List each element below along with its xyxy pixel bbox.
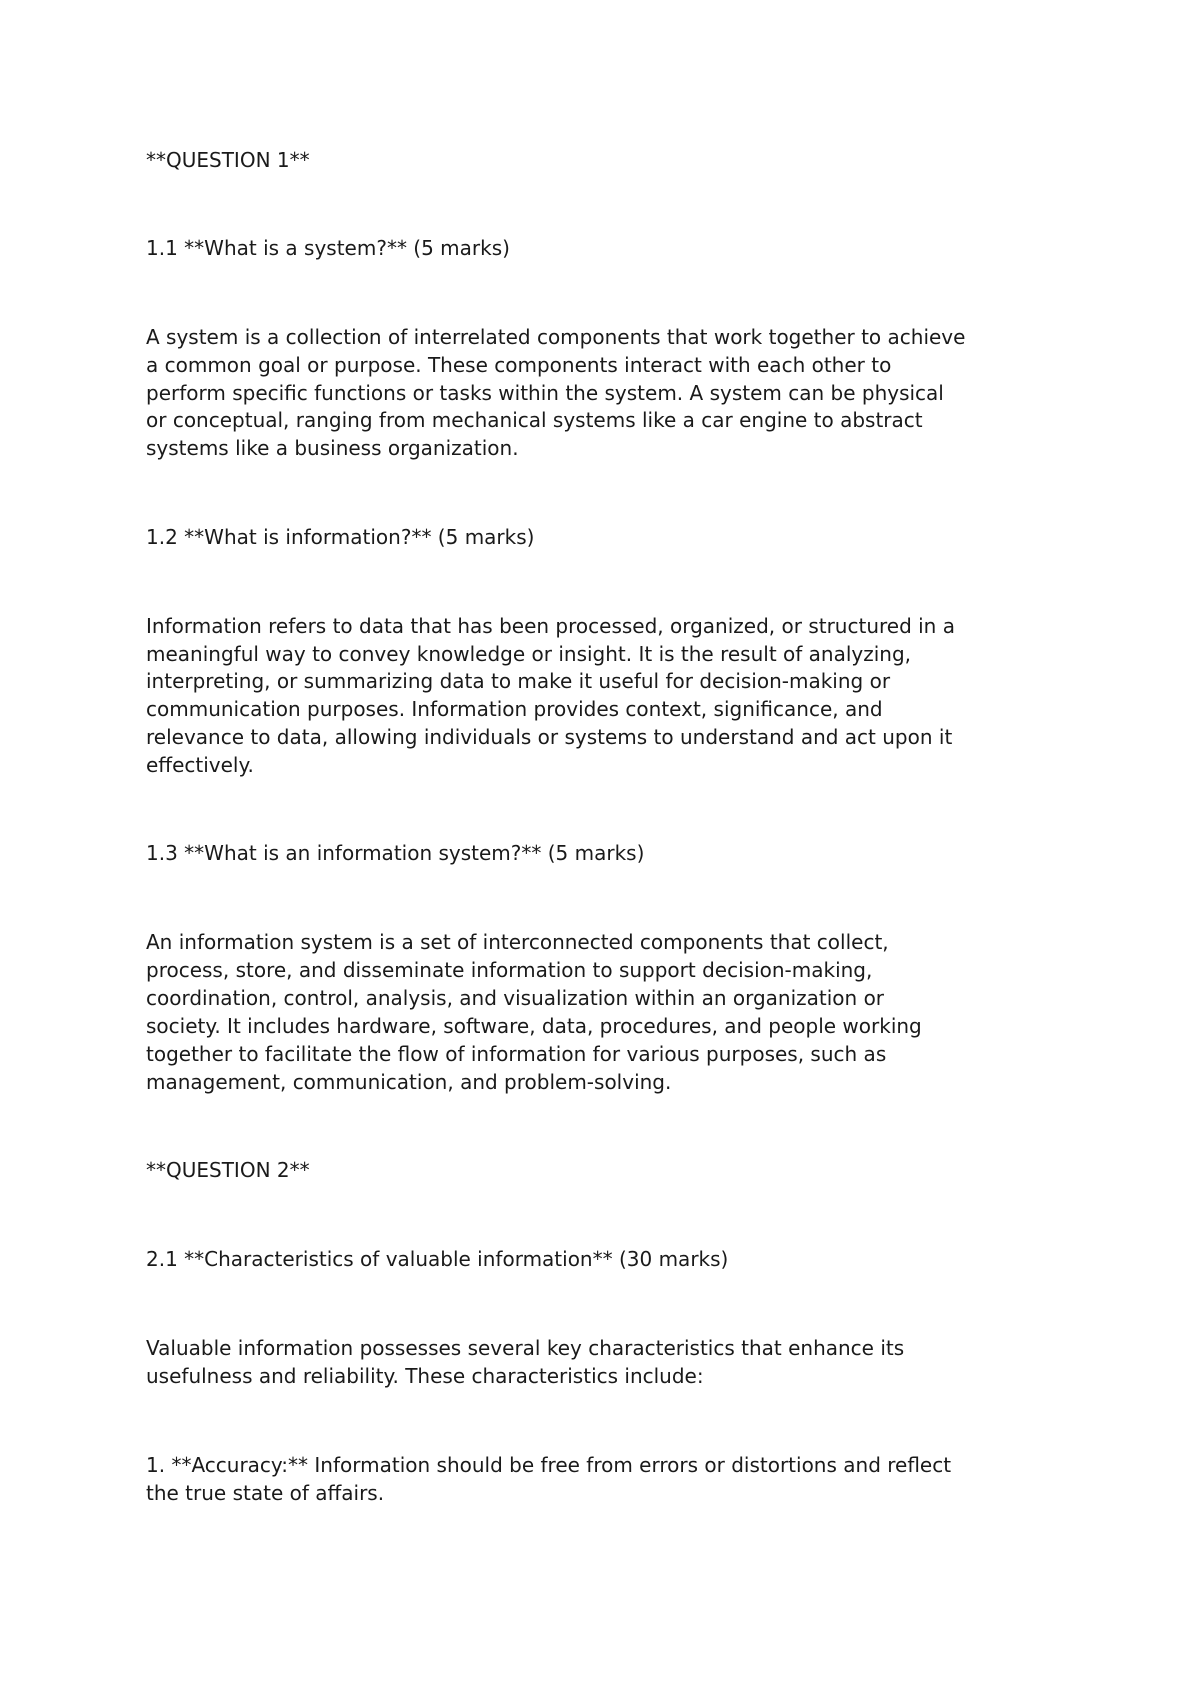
answer-1-3-line: society. It includes hardware, software, data, procedures, and people working <box>146 1014 922 1038</box>
answer-1-3-line: together to facilitate the flow of information for various purposes, such as <box>146 1042 887 1066</box>
answer-1-3-line: process, store, and disseminate information to support decision-making, <box>146 958 873 982</box>
answer-1-2-line: Information refers to data that has been processed, organized, or structured in a <box>146 614 955 638</box>
answer-1-2-line: interpreting, or summarizing data to make it useful for decision-making or <box>146 669 891 693</box>
answer-1-1-line: a common goal or purpose. These components interact with each other to <box>146 353 892 377</box>
question-2-heading: **QUESTION 2** <box>146 1158 310 1182</box>
list-item-accuracy-line: the true state of affairs. <box>146 1481 385 1505</box>
answer-1-1-line: or conceptual, ranging from mechanical systems like a car engine to abstract <box>146 408 923 432</box>
question-1-heading: **QUESTION 1** <box>146 148 310 172</box>
answer-1-2-line: communication purposes. Information provides context, significance, and <box>146 697 883 721</box>
question-1-3-heading: 1.3 **What is an information system?** (5 marks) <box>146 841 645 865</box>
answer-1-3-line: An information system is a set of interconnected components that collect, <box>146 930 889 954</box>
question-1-2-heading: 1.2 **What is information?** (5 marks) <box>146 525 535 549</box>
list-item-accuracy-line: 1. **Accuracy:** Information should be free from errors or distortions and reflect <box>146 1453 952 1477</box>
answer-1-3-line: management, communication, and problem-solving. <box>146 1070 672 1094</box>
intro-2-1-line: Valuable information possesses several key characteristics that enhance its <box>146 1336 905 1360</box>
answer-1-1-line: perform specific functions or tasks within the system. A system can be physical <box>146 381 944 405</box>
answer-1-2-line: relevance to data, allowing individuals or systems to understand and act upon it <box>146 725 953 749</box>
answer-1-1-line: A system is a collection of interrelated components that work together to achieve <box>146 325 966 349</box>
answer-1-1-line: systems like a business organization. <box>146 436 519 460</box>
answer-1-2-line: meaningful way to convey knowledge or insight. It is the result of analyzing, <box>146 642 912 666</box>
question-2-1-heading: 2.1 **Characteristics of valuable information** (30 marks) <box>146 1247 729 1271</box>
answer-1-3-line: coordination, control, analysis, and visualization within an organization or <box>146 986 885 1010</box>
answer-1-2-line: effectively. <box>146 753 254 777</box>
intro-2-1-line: usefulness and reliability. These characteristics include: <box>146 1364 704 1388</box>
question-1-1-heading: 1.1 **What is a system?** (5 marks) <box>146 236 510 260</box>
